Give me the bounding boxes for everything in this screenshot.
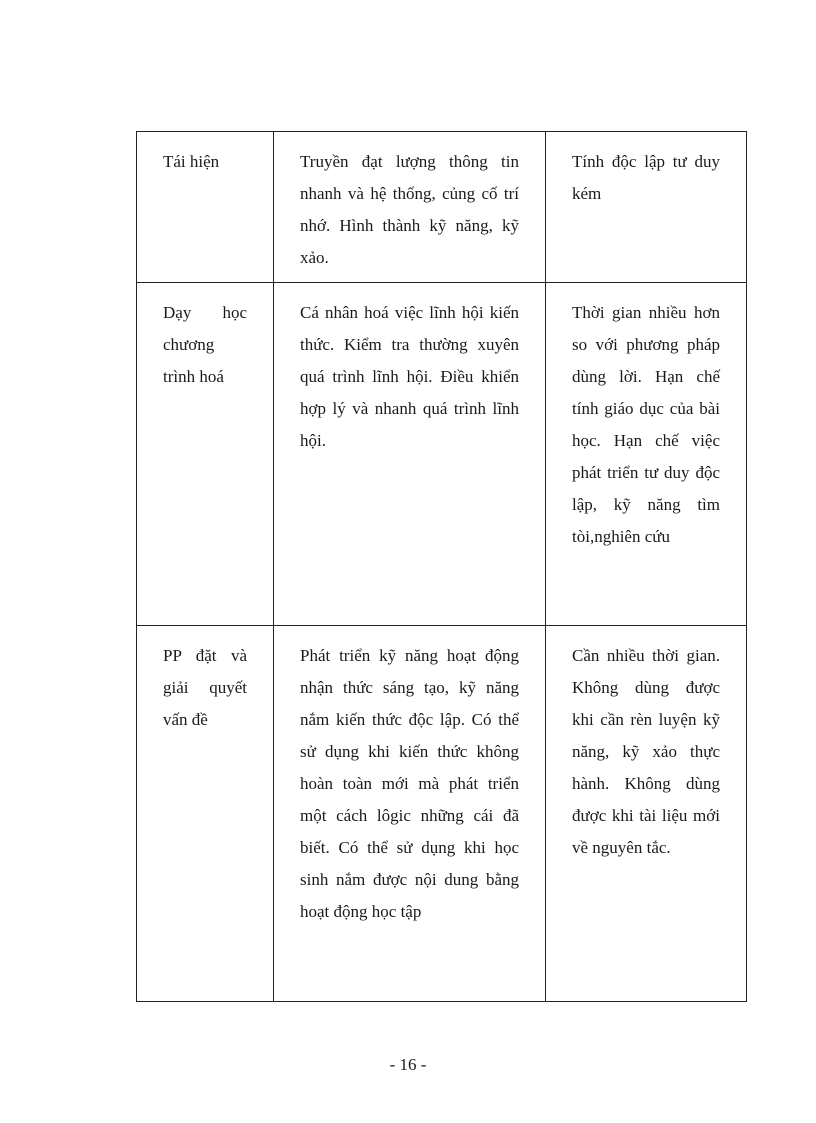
methods-table xyxy=(136,131,747,1002)
table-row xyxy=(137,283,747,626)
advantages-cell: Cá nhân hoá việc lĩnh hội kiến thức. Kiểm tra thường xuyên quá trình lĩnh hội. Điều khiển hợp lý và nhanh quá trình lĩnh hội. xyxy=(274,283,546,626)
table-row xyxy=(137,132,747,283)
limitations-cell: Thời gian nhiều hơn so với phương pháp dùng lời. Hạn chế tính giáo dục của bài học. Hạn chế việc phát triển tư duy độc lập, kỹ năng tìm tòi,nghiên cứu xyxy=(546,283,747,626)
advantages-cell: Phát triển kỹ năng hoạt động nhận thức sáng tạo, kỹ năng nắm kiến thức độc lập. Có thể sử dụng khi kiến thức không hoàn toàn mới mà phát triển một cách lôgic những cái đã biết. Có thể sử dụng khi học sinh nắm được nội dung bằng hoạt động học tập xyxy=(274,626,546,1002)
limitations-cell: Tính độc lập tư duy kém xyxy=(546,132,747,283)
limitations-cell: Cần nhiều thời gian. Không dùng được khi cần rèn luyện kỹ năng, kỹ xảo thực hành. Không dùng được khi tài liệu mới về nguyên tắc. xyxy=(546,626,747,1002)
advantages-cell: Truyền đạt lượng thông tin nhanh và hệ thống, củng cố trí nhớ. Hình thành kỹ năng, kỹ xảo. xyxy=(274,132,546,283)
method-cell: Dạy học chương trình hoá xyxy=(137,283,274,626)
method-cell: PP đặt và giải quyết vấn đề xyxy=(137,626,274,1002)
method-cell: Tái hiện xyxy=(137,132,274,283)
table-row xyxy=(137,626,747,1002)
page-number: - 16 - xyxy=(389,1055,427,1074)
